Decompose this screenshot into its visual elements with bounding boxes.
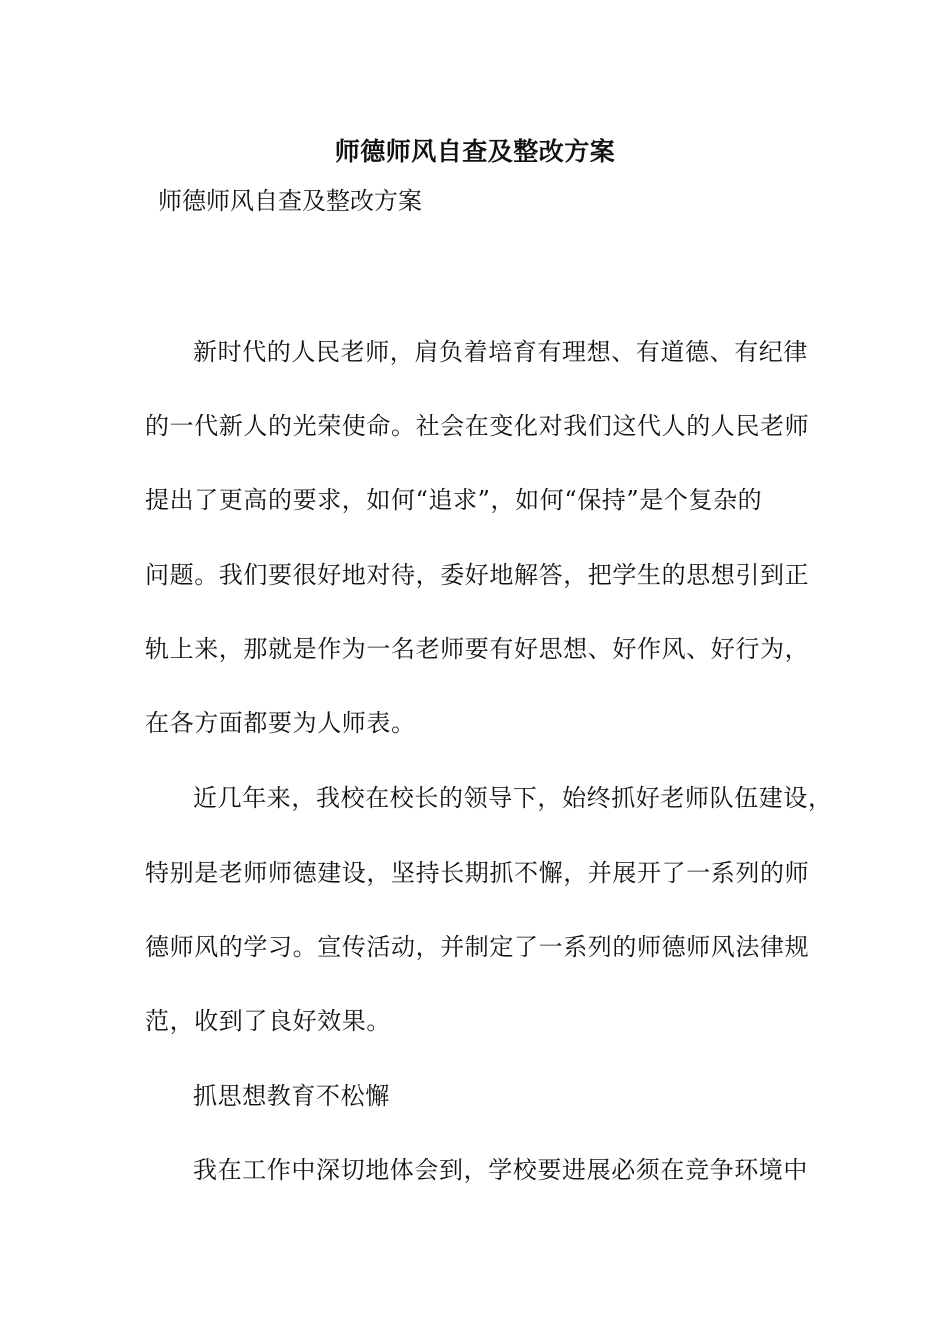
paragraph-line: 轨上来，那就是作为一名老师要有好思想、好作风、好行为， bbox=[145, 635, 810, 663]
document-subtitle: 师德师风自查及整改方案 bbox=[158, 187, 422, 215]
paragraph-line: 新时代的人民老师，肩负着培育有理想、有道德、有纪律 bbox=[193, 338, 808, 366]
section-heading: 抓思想教育不松懈 bbox=[193, 1082, 390, 1110]
paragraph-line: 我在工作中深切地体会到，学校要进展必须在竞争环境中 bbox=[193, 1156, 808, 1184]
paragraph-line: 问题。我们要很好地对待，委好地解答，把学生的思想引到正 bbox=[145, 561, 810, 589]
document-title: 师德师风自查及整改方案 bbox=[334, 137, 616, 166]
paragraph-line: 特别是老师师德建设，坚持长期抓不懈，并展开了一系列的师 bbox=[145, 859, 810, 887]
paragraph-line: 提出了更高的要求，如何“追求”，如何“保持”是个复杂的 bbox=[145, 486, 763, 514]
paragraph-line: 在各方面都要为人师表。 bbox=[145, 709, 416, 737]
paragraph-line: 的一代新人的光荣使命。社会在变化对我们这代人的人民老师 bbox=[145, 412, 810, 440]
paragraph-line: 德师风的学习。宣传活动，并制定了一系列的师德师风法律规 bbox=[145, 933, 810, 961]
paragraph-line: 近几年来，我校在校长的领导下，始终抓好老师队伍建设， bbox=[193, 784, 833, 812]
paragraph-line: 范，收到了良好效果。 bbox=[145, 1007, 391, 1035]
